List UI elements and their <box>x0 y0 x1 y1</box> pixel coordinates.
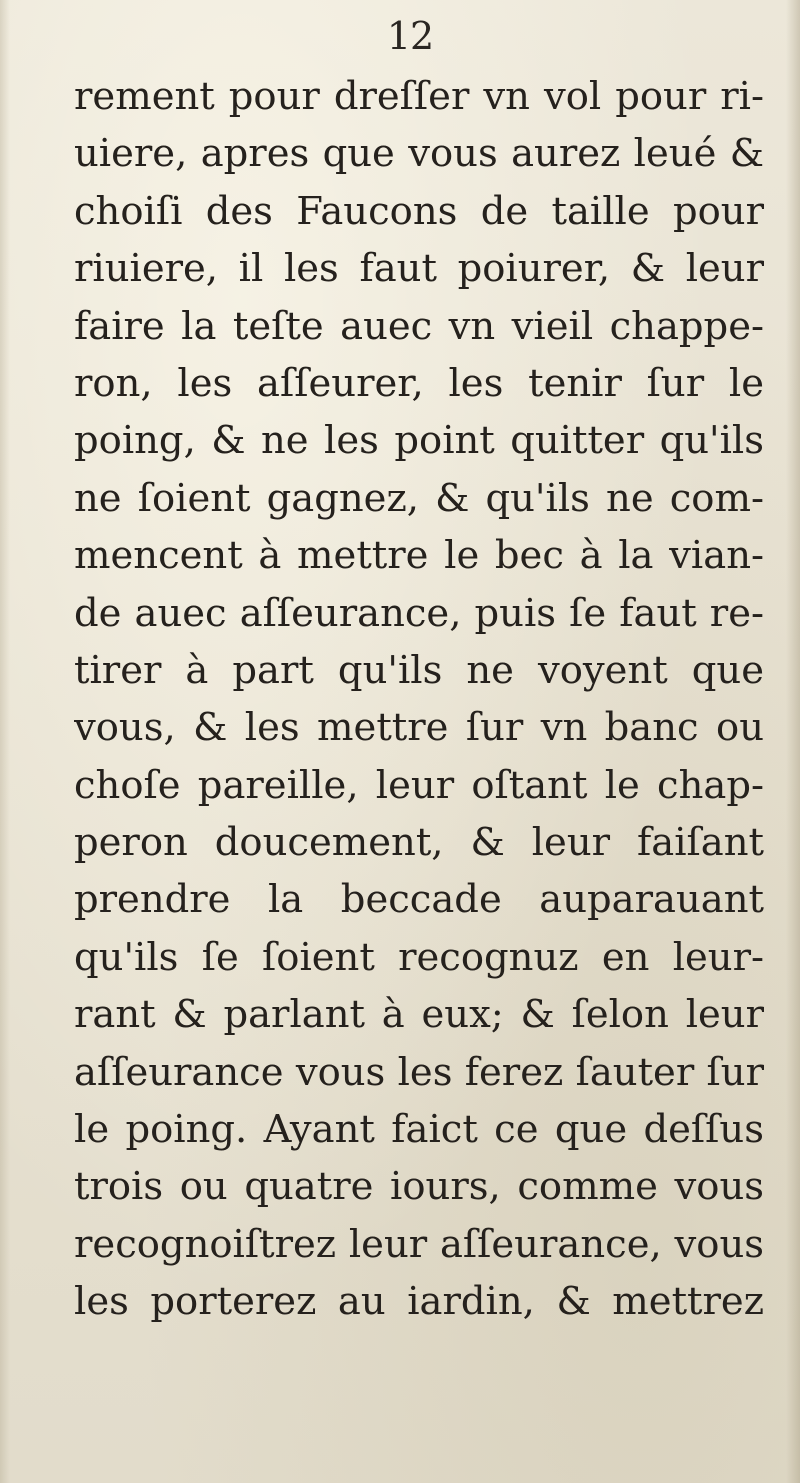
page-number: 12 <box>386 14 434 58</box>
text-line: riuiere, il les faut poiurer, & leur <box>74 246 764 292</box>
text-line: qu'ils ſe ſoient recognuz en leur- <box>74 934 764 980</box>
text-line: choiſi des Faucons de taille pour <box>74 188 764 234</box>
body-text <box>74 68 764 1331</box>
text-line: le poing. Ayant faict ce que deſſus <box>74 1107 764 1153</box>
text-line: prendre la beccade auparauant <box>74 877 764 923</box>
text-line: vous, & les mettre ſur vn banc ou <box>74 705 764 751</box>
text-line: ne ſoient gagnez, & qu'ils ne com- <box>74 475 764 521</box>
text-line: recognoiſtrez leur aſſeurance, vous <box>74 1221 764 1267</box>
text-line: choſe pareille, leur oſtant le chap- <box>74 762 764 808</box>
text-line: trois ou quatre iours, comme vous <box>74 1164 764 1210</box>
text-line: les porterez au iardin, & mettrez <box>74 1279 764 1325</box>
text-line: rant & parlant à eux; & ſelon leur <box>74 992 764 1038</box>
text-line: poing, & ne les point quitter qu'ils <box>74 418 764 464</box>
text-line: rement pour dreſſer vn vol pour ri- <box>74 74 764 119</box>
text-line: peron doucement, & leur faiſant <box>74 820 764 866</box>
page-edge-shadow <box>786 0 800 1483</box>
gutter-shadow <box>0 0 10 1483</box>
text-line: aſſeurance vous les ferez ſauter ſur <box>74 1049 764 1095</box>
text-line: faire la teſte auec vn vieil chappe- <box>74 303 764 349</box>
text-line: tirer à part qu'ils ne voyent que <box>74 647 764 693</box>
text-line: de auec aſſeurance, puis ſe faut re- <box>74 590 764 636</box>
text-line: ron, les aſſeurer, les tenir ſur le <box>74 360 764 406</box>
text-line: mencent à mettre le bec à la vian- <box>74 533 764 579</box>
text-line: uiere, apres que vous aurez leué & <box>74 131 764 177</box>
